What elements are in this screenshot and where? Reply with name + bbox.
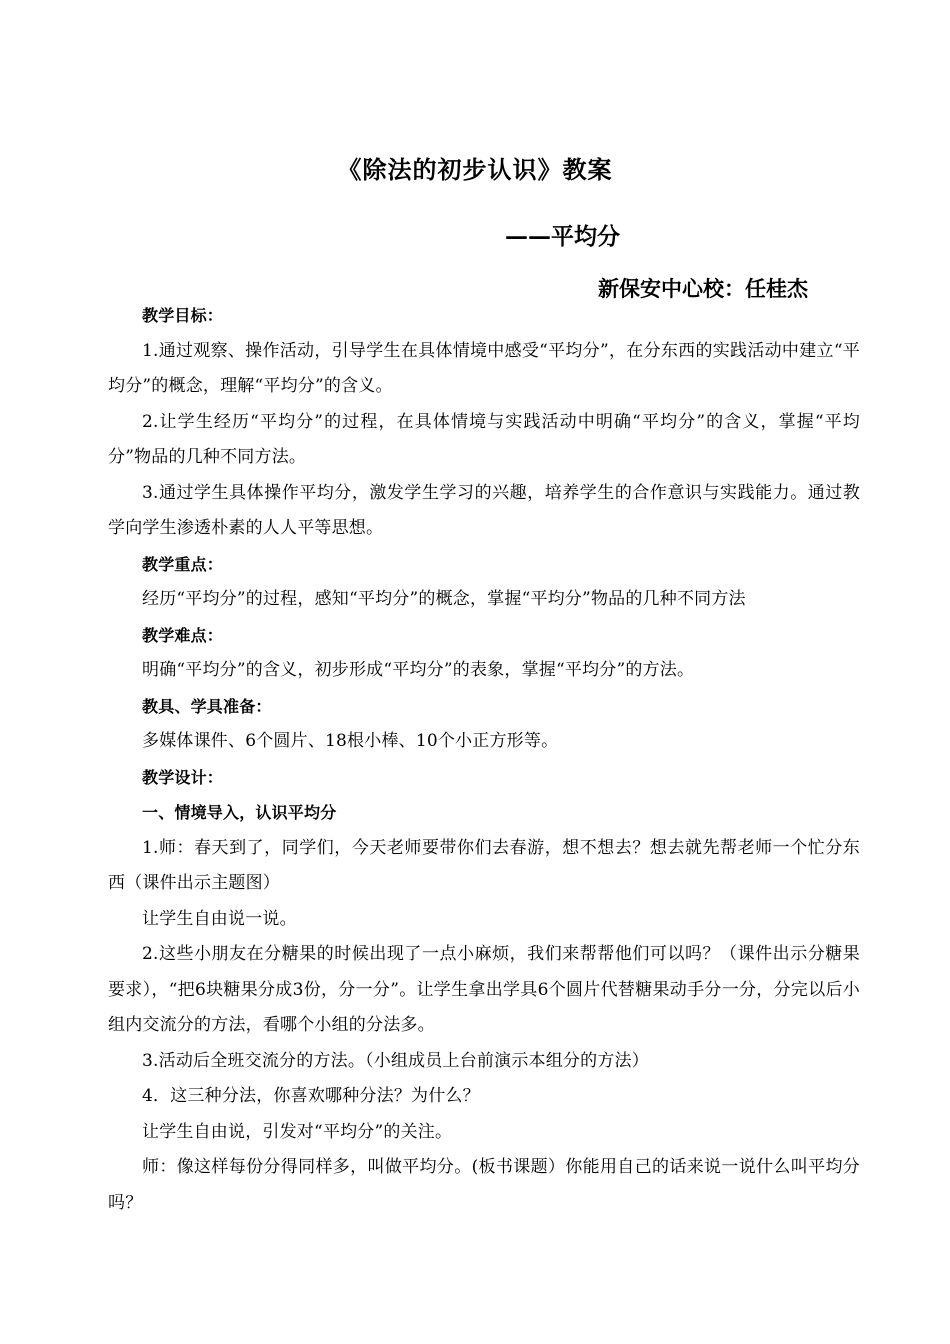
step-4-note: 让学生自由说，引发对“平均分”的关注。 xyxy=(142,1121,453,1142)
difficulty-text: 明确“平均分”的含义，初步形成“平均分”的表象，掌握“平均分”的方法。 xyxy=(142,660,695,680)
step-paragraph-4: 4．这三种分法，你喜欢哪种分法？为什么？ xyxy=(142,1086,480,1106)
difficulty-heading: 教学难点： xyxy=(142,625,224,645)
goals-heading: 教学目标： xyxy=(142,306,224,325)
step-1-note: 让学生自由说一说。 xyxy=(142,908,297,929)
key-points-heading: 教学重点： xyxy=(142,554,224,574)
step-paragraph-3: 3.活动后全班交流分的方法。（小组成员上台前演示本组分的方法） xyxy=(142,1050,649,1071)
document-author: 新保安中心校：任桂杰 xyxy=(598,276,808,301)
design-heading: 教学设计： xyxy=(142,767,224,787)
key-points-text: 经历“平均分”的过程，感知“平均分”的概念，掌握“平均分”物品的几种不同方法 xyxy=(142,589,746,609)
document-body xyxy=(108,298,860,1221)
goal-paragraph-3: 3.通过学生具体操作平均分，激发学生学习的兴趣，培养学生的合作意识与实践能力。通过教学向学生渗透朴素的人人平等思想。 xyxy=(108,482,860,538)
document-title: 《除法的初步认识》教案 xyxy=(337,155,613,184)
step-paragraph-5: 师：像这样每份分得同样多，叫做平均分。(板书课题）你能用自己的话来说一说什么叫平均分吗？ xyxy=(108,1157,860,1213)
part1-heading: 一、情境导入，认识平均分 xyxy=(142,803,337,822)
materials-text: 多媒体课件、6个圆片、18根小棒、10个小正方形等。 xyxy=(142,731,559,751)
step-paragraph-1: 1.师：春天到了，同学们，今天老师要带你们去春游，想不想去？想去就先帮老师一个忙分东西（课件出示主题图） xyxy=(108,837,860,893)
step-paragraph-2: 2.这些小朋友在分糖果的时候出现了一点小麻烦，我们来帮帮他们可以吗？（课件出示分糖果要求），“把6块糖果分成3份，分一分”。让学生拿出学具6个圆片代替糖果动手分一分，分完以后小组内交流分的方法，看哪个小组的分法多。 xyxy=(108,944,860,1035)
materials-heading: 教具、学具准备： xyxy=(142,696,272,716)
document-subtitle: ——平均分 xyxy=(505,223,620,250)
goal-paragraph-2: 2.让学生经历“平均分”的过程，在具体情境与实践活动中明确“平均分”的含义，掌握“平均分”物品的几种不同方法。 xyxy=(108,411,860,467)
goal-paragraph-1: 1.通过观察、操作活动，引导学生在具体情境中感受“平均分”，在分东西的实践活动中建立“平均分”的概念，理解“平均分”的含义。 xyxy=(108,340,860,396)
